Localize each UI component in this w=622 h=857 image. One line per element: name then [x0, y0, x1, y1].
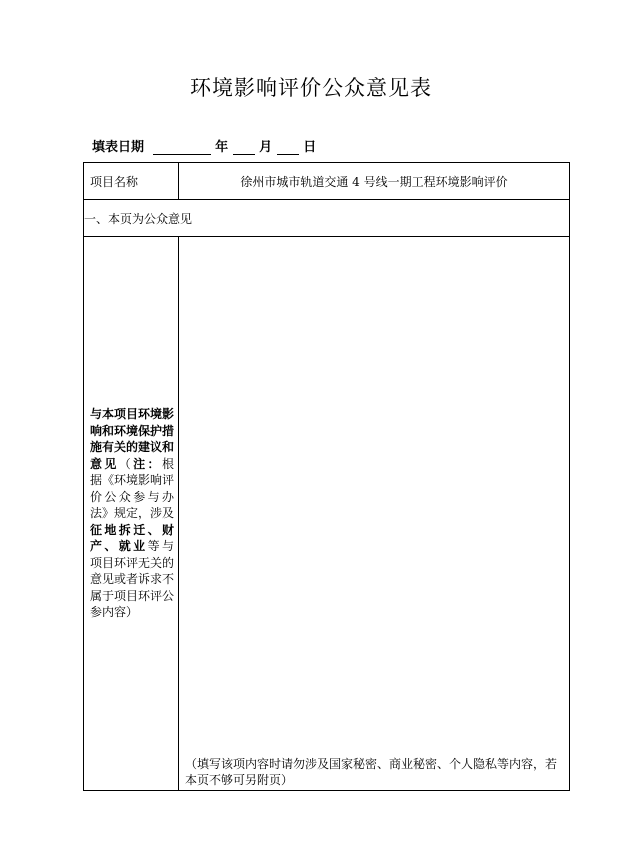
opinion-label-normal-1: （ [118, 456, 134, 471]
fill-date-line [92, 136, 316, 155]
date-blank-month[interactable] [233, 140, 255, 155]
date-year-unit: 年 [215, 140, 229, 155]
date-day-unit: 日 [303, 140, 317, 155]
opinion-label-normal-2: 根据《环境影响评价公众参与办法》规定，涉及 [90, 456, 175, 521]
section-heading: 一、本页为公众意见 [84, 200, 570, 237]
opinion-input-area[interactable] [179, 237, 570, 791]
section-heading-row [84, 200, 570, 237]
opinion-label-text [84, 406, 178, 621]
opinion-label-bold-1: 与本项目环境影响和环境保护措施有关的建议和意见 [90, 407, 175, 471]
date-month-unit: 月 [259, 140, 273, 155]
opinion-label-bold-3: 征地拆迁、财产、就业 [90, 522, 174, 554]
opinion-label-bold-2: 注： [133, 456, 162, 471]
project-name-value: 徐州市城市轨道交通 4 号线一期工程环境影响评价 [179, 163, 570, 200]
fill-date-label: 填表日期 [92, 140, 145, 155]
project-name-label: 项目名称 [84, 163, 179, 200]
opinion-label-cell [84, 237, 179, 791]
date-blank-day[interactable] [277, 140, 299, 155]
page-title: 环境影响评价公众意见表 [190, 76, 432, 100]
opinion-label-normal-3: 等与项目环评无关的意见或者诉求不属于项目环评公参内容） [90, 539, 175, 620]
opinion-form-table [83, 162, 570, 791]
opinion-note: （填写该项内容时请勿涉及国家秘密、商业秘密、个人隐私等内容，若本页不够可另附页） [185, 757, 558, 787]
project-name-row [84, 163, 570, 200]
date-blank-year[interactable] [153, 140, 211, 155]
opinion-row [84, 237, 570, 791]
